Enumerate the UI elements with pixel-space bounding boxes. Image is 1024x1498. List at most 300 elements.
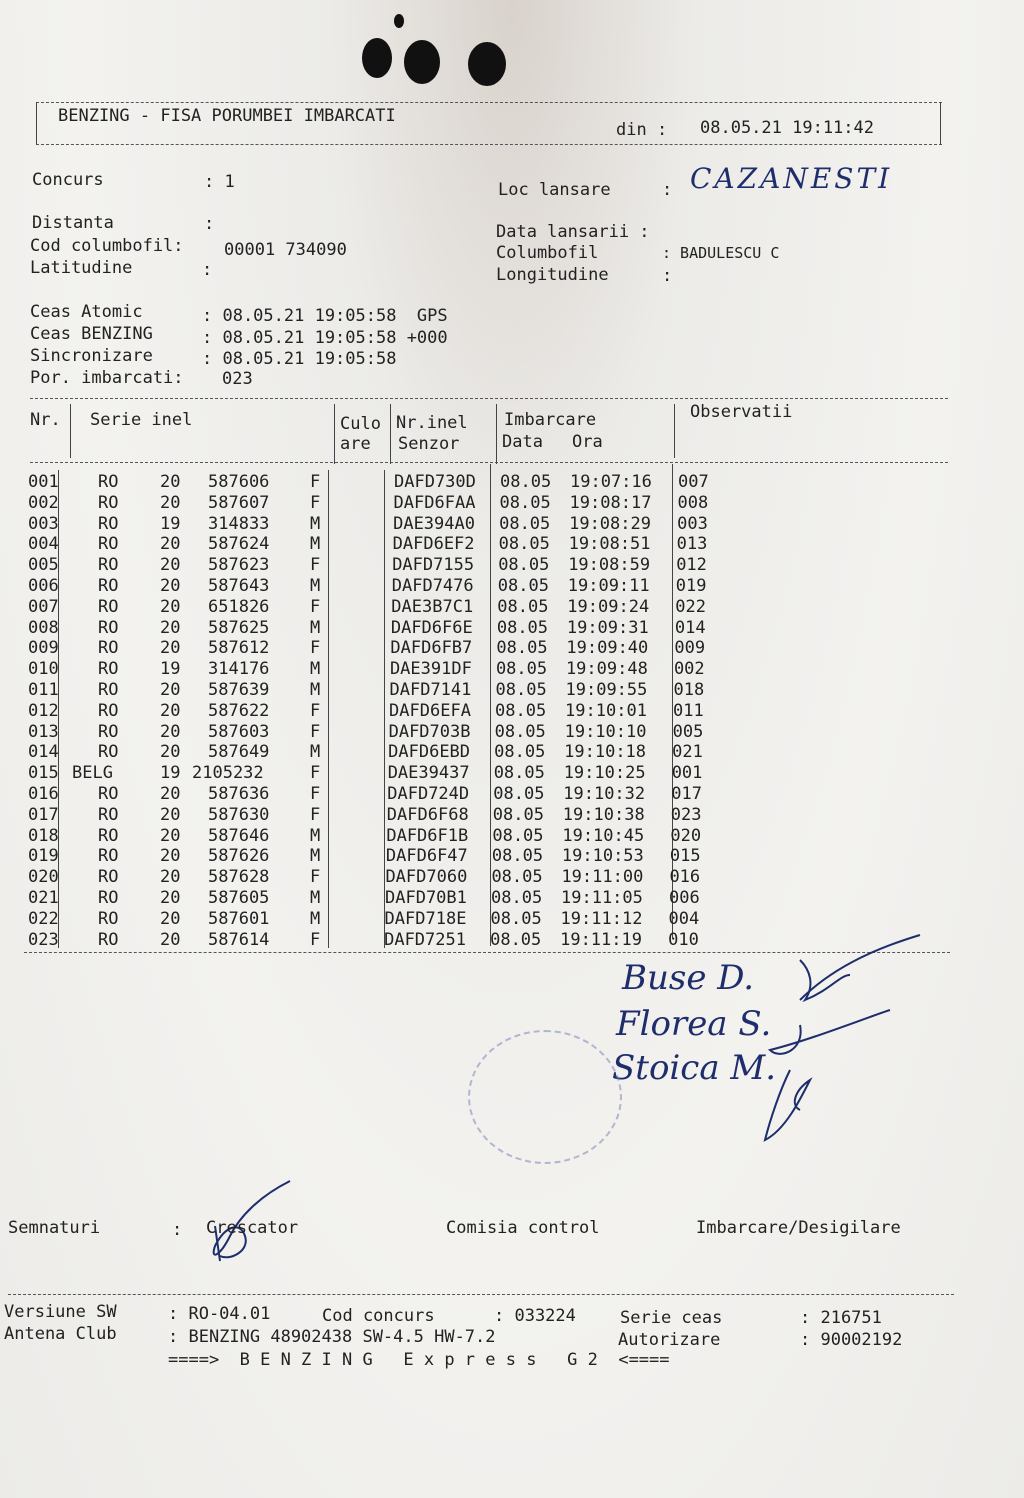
cell-data: 08.05 <box>497 596 549 617</box>
cell-nr: 012 <box>28 700 59 721</box>
cell-nr: 007 <box>28 596 59 617</box>
col-data-header: Data <box>502 432 543 452</box>
cell-sex: M <box>310 908 321 929</box>
header-bottom-rule <box>36 144 942 145</box>
cell-an: 20 <box>160 555 181 576</box>
col-rule-senzor <box>496 404 497 464</box>
col-rule-culo <box>390 404 391 464</box>
cell-sex: M <box>310 576 321 596</box>
cell-ora: 19:10:38 <box>562 804 645 825</box>
cell-data: 08.05 <box>498 534 550 555</box>
sincronizare-value: : 08.05.21 19:05:58 <box>202 349 397 369</box>
cell-nr: 009 <box>28 638 59 659</box>
ink-blot <box>468 42 506 86</box>
cell-inel: 587630 <box>208 804 270 825</box>
cell-senzor: DAFD6F47 <box>385 846 468 867</box>
sincronizare-label: Sincronizare <box>30 346 153 366</box>
imbarcare-desigilare-label: Imbarcare/Desigilare <box>696 1218 901 1238</box>
cell-sex: F <box>310 700 321 721</box>
cell-inel: 587639 <box>208 680 270 700</box>
cell-ora: 19:09:24 <box>567 596 650 617</box>
cell-nr: 020 <box>28 867 59 888</box>
distanta-label: Distanta <box>32 213 114 233</box>
cell-sex: M <box>310 742 321 763</box>
association-stamp <box>468 1030 622 1164</box>
por-imbarcati-value: 023 <box>222 369 253 389</box>
cell-data: 08.05 <box>493 763 545 784</box>
cell-inel: 587636 <box>208 784 270 804</box>
cell-obs: 018 <box>673 680 705 700</box>
header-top-rule <box>36 102 942 103</box>
cell-data: 08.05 <box>495 700 547 721</box>
concurs-label: Concurs <box>32 170 104 190</box>
cell-data: 08.05 <box>492 804 544 825</box>
footer-rule <box>8 1294 954 1295</box>
table-row <box>0 805 1024 826</box>
table-row <box>0 659 1024 680</box>
cell-data: 08.05 <box>500 472 552 492</box>
cell-tara: RO <box>98 513 119 534</box>
cell-senzor: DAE394A0 <box>393 513 475 534</box>
cell-obs: 011 <box>673 700 704 721</box>
table-row <box>0 701 1024 722</box>
autorizare-label: Autorizare <box>618 1330 721 1350</box>
col-rule-obs <box>674 404 675 458</box>
cell-tara: RO <box>98 555 119 576</box>
cell-ora: 19:11:00 <box>561 867 644 888</box>
cell-sex: M <box>310 846 321 867</box>
cell-obs: 016 <box>669 867 701 888</box>
table-row <box>0 888 1024 909</box>
cell-an: 20 <box>160 617 181 638</box>
cell-sex: M <box>310 534 321 555</box>
cell-senzor: DAE3B7C1 <box>391 596 474 617</box>
ceas-atomic-label: Ceas Atomic <box>30 302 143 322</box>
table-row <box>0 846 1024 867</box>
cell-obs: 002 <box>673 659 705 680</box>
cell-tara: RO <box>98 742 119 763</box>
cell-tara: RO <box>98 472 119 492</box>
table-top-rule <box>30 398 948 399</box>
cell-senzor: DAFD6FAA <box>393 492 476 513</box>
table-row <box>0 618 1024 639</box>
col-culo-header: Culo <box>340 414 381 434</box>
crescator-label: Crescator <box>206 1218 299 1238</box>
cell-an: 20 <box>160 472 181 492</box>
table-row <box>0 493 1024 514</box>
cell-senzor: DAFD6EBD <box>388 742 471 763</box>
cell-an: 19 <box>160 513 181 534</box>
cell-tara: RO <box>98 721 119 742</box>
cell-senzor: DAFD6EF2 <box>392 534 475 555</box>
cell-sex: F <box>310 929 321 950</box>
cell-obs: 014 <box>674 617 706 638</box>
cell-data: 08.05 <box>494 721 546 742</box>
por-imbarcati-label: Por. imbarcati: <box>30 368 184 388</box>
cell-inel: 587603 <box>208 721 270 742</box>
loc-lansare-label: Loc lansare <box>498 180 611 200</box>
cell-an: 20 <box>160 680 181 700</box>
cell-ora: 19:10:53 <box>561 846 644 867</box>
cod-columbofil-label: Cod columbofil: <box>30 236 184 256</box>
cell-sex: M <box>310 659 321 680</box>
cell-obs: 003 <box>677 513 708 534</box>
cell-ora: 19:09:55 <box>565 680 648 700</box>
table-row <box>0 680 1024 701</box>
table-row <box>0 742 1024 763</box>
cell-sex: F <box>310 867 321 888</box>
antena-club-value: : BENZING 48902438 SW-4.5 HW-7.2 <box>168 1327 496 1347</box>
header-right-rule <box>940 102 941 144</box>
cell-senzor: DAFD7141 <box>389 680 472 700</box>
cell-tara: RO <box>98 534 119 555</box>
cell-obs: 019 <box>675 576 707 596</box>
cell-data: 08.05 <box>494 742 546 763</box>
cell-data: 08.05 <box>496 638 548 659</box>
signature-scribble-svg <box>740 930 940 1150</box>
cell-obs: 004 <box>668 908 700 929</box>
cell-ora: 19:07:16 <box>570 472 652 492</box>
cell-nr: 011 <box>28 680 59 700</box>
cell-ora: 19:11:05 <box>561 888 643 908</box>
col-nr-header: Nr. <box>30 410 61 430</box>
cell-data: 08.05 <box>495 680 547 700</box>
cell-senzor: DAE39437 <box>387 763 470 784</box>
autorizare-value: : 90002192 <box>800 1330 903 1350</box>
cell-ora: 19:10:45 <box>562 825 645 846</box>
cell-an: 20 <box>160 534 181 555</box>
ceas-benzing-label: Ceas BENZING <box>30 324 153 344</box>
cell-ora: 19:10:32 <box>563 784 646 804</box>
table-row <box>0 722 1024 743</box>
concurs-value: : 1 <box>204 172 235 192</box>
cod-concurs-label: Cod concurs <box>322 1306 435 1326</box>
loc-lansare-handwritten: CAZANESTI <box>690 162 893 195</box>
cell-nr: 013 <box>28 721 59 742</box>
cell-ora: 19:08:29 <box>569 513 651 534</box>
cell-obs: 020 <box>670 825 702 846</box>
antena-club-label: Antena Club <box>4 1324 117 1344</box>
cell-inel: 314176 <box>208 659 270 680</box>
cell-data: 08.05 <box>499 492 551 513</box>
longitudine-sep: : <box>662 266 673 286</box>
cell-sex: M <box>310 680 321 700</box>
cell-tara: RO <box>98 929 119 950</box>
col-rule-serie <box>334 404 335 464</box>
longitudine-label: Longitudine <box>496 265 609 285</box>
cell-inel: 587624 <box>208 534 270 555</box>
table-row <box>0 555 1024 576</box>
cell-senzor: DAFD7060 <box>385 867 468 888</box>
ink-blot <box>404 40 440 84</box>
cell-ora: 19:08:17 <box>569 492 652 513</box>
cell-data: 08.05 <box>493 784 545 804</box>
cell-an: 20 <box>160 576 181 596</box>
cell-data: 08.05 <box>490 908 542 929</box>
cell-inel: 314833 <box>208 513 270 534</box>
cell-sex: F <box>310 472 321 492</box>
cell-tara: RO <box>98 888 119 908</box>
semnaturi-label: Semnaturi <box>8 1218 101 1238</box>
cell-an: 20 <box>160 825 181 846</box>
cell-sex: M <box>310 825 321 846</box>
cell-tara: BELG <box>72 763 113 784</box>
cell-an: 20 <box>160 742 181 763</box>
cell-senzor: DAFD724D <box>387 784 470 804</box>
table-header-rule <box>30 462 948 463</box>
cell-an: 20 <box>160 721 181 742</box>
cell-an: 19 <box>160 763 181 784</box>
cell-obs: 023 <box>670 804 702 825</box>
cell-tara: RO <box>98 846 119 867</box>
cell-inel: 587625 <box>208 617 270 638</box>
cell-ora: 19:09:40 <box>566 638 649 659</box>
cell-an: 20 <box>160 929 181 950</box>
cod-concurs-value: : 033224 <box>494 1306 576 1326</box>
cell-an: 20 <box>160 596 181 617</box>
cell-inel: 587612 <box>208 638 270 659</box>
cell-tara: RO <box>98 492 119 513</box>
columbofil-value: : BADULESCU C <box>662 244 780 262</box>
cell-obs: 009 <box>674 638 706 659</box>
cell-inel: 587646 <box>208 825 270 846</box>
cell-inel: 651826 <box>208 596 270 617</box>
versiune-sw-label: Versiune SW <box>4 1302 117 1322</box>
cell-data: 08.05 <box>495 659 548 680</box>
cell-ora: 19:09:48 <box>565 659 648 680</box>
table-row <box>0 826 1024 847</box>
cell-an: 20 <box>160 908 181 929</box>
cell-an: 20 <box>160 784 181 804</box>
serie-ceas-label: Serie ceas <box>620 1308 723 1328</box>
cell-tara: RO <box>98 596 119 617</box>
latitudine-label: Latitudine <box>30 258 133 278</box>
handwritten-signature-2: Florea S. <box>616 1004 772 1044</box>
cell-obs: 021 <box>672 742 703 763</box>
cell-an: 20 <box>160 846 181 867</box>
cell-nr: 010 <box>28 659 59 680</box>
cell-an: 19 <box>160 659 181 680</box>
cell-nr: 014 <box>28 742 59 763</box>
cell-ora: 19:08:51 <box>568 534 651 555</box>
cell-ora: 19:08:59 <box>568 555 651 576</box>
cell-obs: 008 <box>677 492 709 513</box>
cell-inel: 2105232 <box>192 763 264 784</box>
cell-inel: 587643 <box>208 576 270 596</box>
cell-senzor: DAFD7155 <box>392 555 475 576</box>
cell-sex: M <box>310 513 321 534</box>
date-value: 08.05.21 19:11:42 <box>700 118 874 138</box>
cell-nr: 022 <box>28 908 59 929</box>
cell-an: 20 <box>160 867 181 888</box>
cell-sex: F <box>310 763 321 784</box>
table-row <box>0 576 1024 597</box>
table-row <box>0 909 1024 930</box>
loc-lansare-sep: : <box>662 180 673 200</box>
cell-obs: 012 <box>676 555 707 576</box>
cell-nr: 002 <box>28 492 59 513</box>
cell-data: 08.05 <box>492 825 544 846</box>
cell-tara: RO <box>98 825 119 846</box>
table-row <box>0 597 1024 618</box>
cell-sex: F <box>310 804 321 825</box>
cell-data: 08.05 <box>496 617 549 638</box>
latitudine-sep: : <box>202 260 213 280</box>
ceas-atomic-value: : 08.05.21 19:05:58 GPS <box>202 306 448 326</box>
table-row <box>0 638 1024 659</box>
cell-tara: RO <box>98 659 119 680</box>
cell-nr: 008 <box>28 617 59 638</box>
cell-tara: RO <box>98 784 119 804</box>
cell-an: 20 <box>160 492 181 513</box>
semnaturi-sep: : <box>172 1220 183 1240</box>
handwritten-signature-3: Stoica M. <box>612 1048 777 1088</box>
cell-sex: F <box>310 555 321 576</box>
cell-tara: RO <box>98 680 119 700</box>
cell-tara: RO <box>98 700 119 721</box>
cell-obs: 007 <box>678 472 709 492</box>
cell-nr: 016 <box>28 784 59 804</box>
cell-nr: 003 <box>28 513 59 534</box>
cell-data: 08.05 <box>499 513 551 534</box>
cell-obs: 005 <box>672 721 704 742</box>
cell-obs: 010 <box>668 929 699 950</box>
cell-obs: 017 <box>671 784 702 804</box>
cell-obs: 001 <box>671 763 703 784</box>
cell-senzor: DAFD6F68 <box>386 804 469 825</box>
table-row <box>0 534 1024 555</box>
cell-senzor: DAFD6EFA <box>389 700 471 721</box>
cell-an: 20 <box>160 638 181 659</box>
cell-inel: 587605 <box>208 888 270 908</box>
cell-data: 08.05 <box>491 846 544 867</box>
cod-columbofil-value: 00001 734090 <box>224 240 347 260</box>
cell-senzor: DAFD6F6E <box>390 617 473 638</box>
cell-ora: 19:11:19 <box>560 929 642 950</box>
cell-sex: M <box>310 888 321 908</box>
cell-nr: 006 <box>28 576 59 596</box>
col-ora-header: Ora <box>572 432 603 452</box>
cell-ora: 19:10:25 <box>563 763 646 784</box>
col-nrinel-header: Nr.inel <box>396 413 468 433</box>
document-title: BENZING - FISA PORUMBEI IMBARCATI <box>58 106 396 126</box>
col-serie-header: Serie inel <box>90 410 193 430</box>
cell-nr: 019 <box>28 846 59 867</box>
col-are-header: are <box>340 434 371 454</box>
cell-nr: 018 <box>28 825 59 846</box>
columbofil-label: Columbofil <box>496 243 599 263</box>
cell-data: 08.05 <box>491 867 543 888</box>
cell-inel: 587626 <box>208 846 270 867</box>
cell-an: 20 <box>160 700 181 721</box>
cell-ora: 19:09:11 <box>567 576 650 596</box>
distanta-sep: : <box>204 214 215 234</box>
cell-sex: F <box>310 492 321 513</box>
cell-inel: 587628 <box>208 867 270 888</box>
data-lansarii-label: Data lansarii : <box>496 222 650 242</box>
cell-sex: F <box>310 721 321 742</box>
cell-tara: RO <box>98 617 119 638</box>
cell-ora: 19:10:18 <box>564 742 647 763</box>
cell-obs: 006 <box>669 888 700 908</box>
cell-senzor: DAFD6FB7 <box>390 638 473 659</box>
table-row <box>0 763 1024 784</box>
cell-nr: 017 <box>28 804 59 825</box>
cell-nr: 021 <box>28 888 59 908</box>
table-row <box>0 514 1024 535</box>
date-label: din : <box>616 120 668 140</box>
header-left-rule <box>36 102 37 144</box>
cell-data: 08.05 <box>498 555 550 576</box>
cell-tara: RO <box>98 804 119 825</box>
cell-senzor: DAFD70B1 <box>385 888 467 908</box>
cell-senzor: DAE391DF <box>389 659 472 680</box>
cell-sex: F <box>310 596 321 617</box>
col-obs-header: Observatii <box>690 402 793 422</box>
cell-ora: 19:09:31 <box>566 617 649 638</box>
cell-tara: RO <box>98 576 119 596</box>
ceas-benzing-value: : 08.05.21 19:05:58 +000 <box>202 328 448 348</box>
cell-inel: 587622 <box>208 700 270 721</box>
cell-senzor: DAFD7251 <box>384 929 466 950</box>
cell-sex: F <box>310 638 321 659</box>
comisia-control-label: Comisia control <box>446 1218 600 1238</box>
cell-ora: 19:11:12 <box>560 908 643 929</box>
col-imbarcare-header: Imbarcare <box>504 410 597 430</box>
cell-tara: RO <box>98 638 119 659</box>
col-rule-nr <box>70 404 71 458</box>
cell-ora: 19:10:01 <box>565 700 647 721</box>
cell-inel: 587607 <box>208 492 270 513</box>
cell-sex: M <box>310 617 321 638</box>
cell-tara: RO <box>98 908 119 929</box>
cell-obs: 015 <box>669 846 701 867</box>
table-row <box>0 867 1024 888</box>
table-row <box>0 472 1024 493</box>
cell-data: 08.05 <box>497 576 549 596</box>
cell-senzor: DAFD730D <box>394 472 476 492</box>
col-senzor-header: Senzor <box>398 434 460 454</box>
cell-inel: 587601 <box>208 908 270 929</box>
versiune-sw-value: : RO-04.01 <box>168 1304 271 1324</box>
cell-inel: 587623 <box>208 555 270 576</box>
cell-tara: RO <box>98 867 119 888</box>
cell-inel: 587606 <box>208 472 270 492</box>
cell-nr: 015 <box>28 763 59 784</box>
serie-ceas-value: : 216751 <box>800 1308 882 1328</box>
cell-nr: 005 <box>28 555 59 576</box>
cell-ora: 19:10:10 <box>564 721 647 742</box>
cell-an: 20 <box>160 888 181 908</box>
cell-obs: 022 <box>675 596 707 617</box>
cell-obs: 013 <box>676 534 708 555</box>
benzing-express-banner: ====> B E N Z I N G E x p r e s s G 2 <==== <box>168 1350 670 1370</box>
cell-inel: 587649 <box>208 742 270 763</box>
table-row <box>0 784 1024 805</box>
cell-data: 08.05 <box>490 929 542 950</box>
ink-blot <box>362 38 392 78</box>
cell-senzor: DAFD7476 <box>391 576 474 596</box>
cell-an: 20 <box>160 804 181 825</box>
cell-inel: 587614 <box>208 929 270 950</box>
cell-sex: F <box>310 784 321 804</box>
cell-senzor: DAFD703B <box>388 721 471 742</box>
handwritten-signature-1: Buse D. <box>622 958 755 998</box>
cell-data: 08.05 <box>491 888 543 908</box>
ink-blot <box>394 14 404 28</box>
cell-nr: 004 <box>28 534 59 555</box>
cell-nr: 023 <box>28 929 59 950</box>
